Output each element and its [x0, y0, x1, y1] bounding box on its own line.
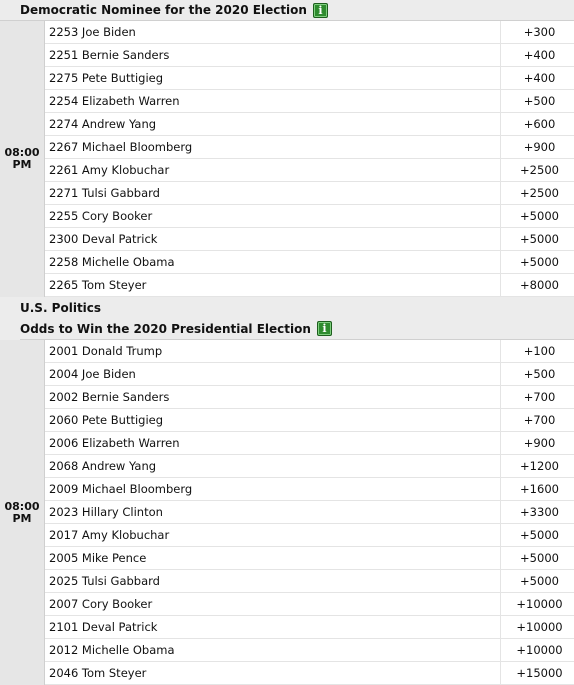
selection-name: 2012 Michelle Obama: [49, 643, 175, 657]
selection-name: 2101 Deval Patrick: [49, 620, 158, 634]
selection-name: 2271 Tulsi Gabbard: [49, 186, 160, 200]
selection-name: 2001 Donald Trump: [49, 344, 163, 358]
odds-value[interactable]: +5000: [500, 547, 574, 569]
table-row: [45, 44, 574, 67]
odds-value[interactable]: +2500: [500, 182, 574, 204]
selection-name: 2006 Elizabeth Warren: [49, 436, 180, 450]
section2-rows: [45, 340, 574, 685]
selection-name: 2004 Joe Biden: [49, 367, 136, 381]
table-row: [45, 547, 574, 570]
table-row: [45, 478, 574, 501]
selection-name: 2300 Deval Patrick: [49, 232, 158, 246]
section1-time: [0, 21, 45, 297]
odds-value[interactable]: +900: [500, 136, 574, 158]
table-row: [45, 386, 574, 409]
table-row: [45, 274, 574, 297]
table-row: [45, 363, 574, 386]
table-row: [45, 409, 574, 432]
selection-name: 2068 Andrew Yang: [49, 459, 157, 473]
odds-value[interactable]: +1600: [500, 478, 574, 500]
table-row: [45, 90, 574, 113]
odds-value[interactable]: +400: [500, 44, 574, 66]
section1-time-hour: 08:00: [4, 146, 40, 159]
table-row: [45, 67, 574, 90]
section1-time-ampm: PM: [12, 158, 32, 171]
selection-name: 2007 Cory Booker: [49, 597, 153, 611]
odds-value[interactable]: +15000: [500, 662, 574, 684]
table-row: [45, 524, 574, 547]
table-row: [45, 113, 574, 136]
odds-value[interactable]: +700: [500, 409, 574, 431]
odds-value[interactable]: +10000: [500, 616, 574, 638]
odds-value[interactable]: +100: [500, 340, 574, 362]
section1-body: [0, 21, 574, 297]
table-row: [45, 251, 574, 274]
odds-value[interactable]: +700: [500, 386, 574, 408]
selection-name: 2274 Andrew Yang: [49, 117, 157, 131]
odds-value[interactable]: +500: [500, 90, 574, 112]
info-icon[interactable]: i: [313, 3, 328, 18]
table-row: [45, 432, 574, 455]
table-row: [45, 616, 574, 639]
odds-value[interactable]: +3300: [500, 501, 574, 523]
selection-name: 2267 Michael Bloomberg: [49, 140, 193, 154]
odds-value[interactable]: +5000: [500, 205, 574, 227]
selection-name: 2023 Hillary Clinton: [49, 505, 163, 519]
odds-value[interactable]: +10000: [500, 639, 574, 661]
selection-name: 2275 Pete Buttigieg: [49, 71, 164, 85]
odds-value[interactable]: +8000: [500, 274, 574, 296]
table-row: [45, 593, 574, 616]
section2-category: U.S. Politics: [20, 300, 102, 315]
table-row: [45, 228, 574, 251]
table-row: [45, 159, 574, 182]
section2-time: [0, 340, 45, 685]
section1-rows: [45, 21, 574, 297]
selection-name: 2255 Cory Booker: [49, 209, 153, 223]
table-row: [45, 639, 574, 662]
table-row: [45, 136, 574, 159]
odds-value[interactable]: +600: [500, 113, 574, 135]
section2-title: Odds to Win the 2020 Presidential Election: [20, 321, 311, 336]
odds-value[interactable]: +5000: [500, 524, 574, 546]
selection-name: 2261 Amy Klobuchar: [49, 163, 170, 177]
section1-header: [0, 0, 574, 21]
selection-name: 2002 Bernie Sanders: [49, 390, 170, 404]
odds-value[interactable]: +400: [500, 67, 574, 89]
selection-name: 2060 Pete Buttigieg: [49, 413, 164, 427]
section2-time-ampm: PM: [12, 511, 32, 525]
table-row: [45, 21, 574, 44]
odds-value[interactable]: +1200: [500, 455, 574, 477]
selection-name: 2265 Tom Steyer: [49, 278, 147, 292]
odds-value[interactable]: +5000: [500, 570, 574, 592]
odds-value[interactable]: +300: [500, 21, 574, 43]
selection-name: 2009 Michael Bloomberg: [49, 482, 193, 496]
selection-name: 2046 Tom Steyer: [49, 666, 147, 680]
section2-header: [0, 297, 574, 340]
table-row: [45, 182, 574, 205]
section2-body: [0, 340, 574, 685]
selection-name: 2017 Amy Klobuchar: [49, 528, 170, 542]
table-row: [45, 340, 574, 363]
odds-value[interactable]: +500: [500, 363, 574, 385]
section1-title: Democratic Nominee for the 2020 Election: [20, 3, 307, 17]
table-row: [45, 501, 574, 524]
selection-name: 2005 Mike Pence: [49, 551, 147, 565]
selection-name: 2258 Michelle Obama: [49, 255, 175, 269]
odds-value[interactable]: +10000: [500, 593, 574, 615]
odds-value[interactable]: +5000: [500, 251, 574, 273]
selection-name: 2251 Bernie Sanders: [49, 48, 170, 62]
table-row: [45, 570, 574, 593]
odds-value[interactable]: +5000: [500, 228, 574, 250]
odds-value[interactable]: +2500: [500, 159, 574, 181]
section2-time-hour: 08:00: [4, 499, 40, 513]
selection-name: 2254 Elizabeth Warren: [49, 94, 180, 108]
table-row: [45, 455, 574, 478]
table-row: [45, 205, 574, 228]
table-row: [45, 662, 574, 685]
info-icon[interactable]: i: [317, 321, 332, 336]
odds-value[interactable]: +900: [500, 432, 574, 454]
selection-name: 2253 Joe Biden: [49, 25, 136, 39]
selection-name: 2025 Tulsi Gabbard: [49, 574, 160, 588]
